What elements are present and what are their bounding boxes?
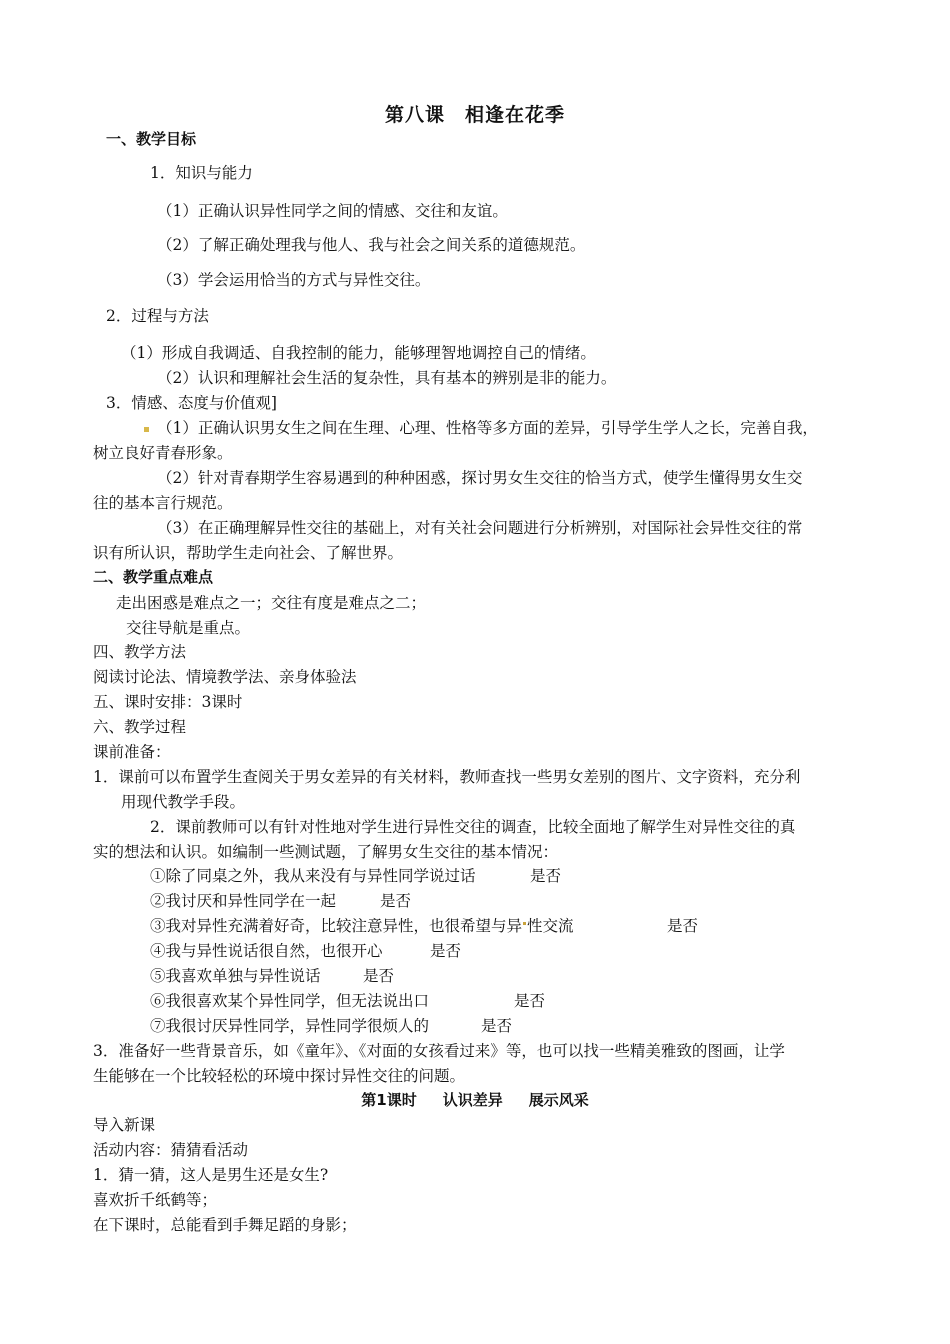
paragraph-line: 树立良好青春形象。 — [93, 444, 233, 462]
paragraph-line: （2）针对青春期学生容易遇到的种种困惑，探讨男女生交往的恰当方式，使学生懂得男女生交 — [157, 469, 803, 487]
subheading-knowledge: 1．知识与能力 — [150, 164, 253, 182]
section-heading-key-points: 二、教学重点难点 — [93, 568, 214, 586]
paragraph-line: 实的想法和认识。如编制一些测试题，了解男女生交往的基本情况： — [93, 843, 559, 861]
paragraph-line: （3）在正确理解异性交往的基础上，对有关社会问题进行分析辨别，对国际社会异性交往的常 — [157, 519, 803, 537]
survey-answer: 是否 — [481, 1017, 513, 1035]
list-item: （1）正确认识异性同学之间的情感、交往和友谊。 — [157, 202, 508, 220]
section-heading-methods: 四、教学方法 — [93, 643, 187, 661]
survey-item: ④我与异性说话很自然，也很开心 — [150, 942, 383, 960]
survey-answer: 是否 — [514, 992, 546, 1010]
paragraph-line: 3．准备好一些背景音乐，如《童年》、《对面的女孩看过来》等，也可以找一些精美雅致的图画，让学 — [93, 1042, 785, 1060]
paragraph-line: 课前准备： — [93, 743, 171, 761]
list-item: （1）形成自我调适、自我控制的能力，能够理智地调控自己的情绪。 — [121, 344, 596, 362]
paragraph-line: 阅读讨论法、情境教学法、亲身体验法 — [93, 668, 357, 686]
section-heading-process: 六、教学过程 — [93, 718, 187, 736]
survey-answer: 是否 — [667, 917, 699, 935]
survey-item: ⑦我很讨厌异性同学，异性同学很烦人的 — [150, 1017, 430, 1035]
survey-item: ③我对异性充满着好奇，比较注意异性，也很希望与异 性交流 — [150, 917, 574, 935]
paragraph-line: （1）正确认识男女生之间在生理、心理、性格等多方面的差异，引导学生学人之长，完善自我， — [144, 418, 818, 438]
lesson-heading: 第1课时 认识差异 展示风采 — [361, 1091, 589, 1109]
list-item: （2）认识和理解社会生活的复杂性，具有基本的辨别是非的能力。 — [157, 369, 617, 387]
survey-answer: 是否 — [380, 892, 412, 910]
subheading-process: 2．过程与方法 — [106, 307, 209, 325]
paragraph-line: 活动内容：猜猜看活动 — [93, 1141, 249, 1159]
paragraph-line: 用现代教学手段。 — [121, 793, 246, 811]
paragraph-line: 1．课前可以布置学生查阅关于男女差异的有关材料，教师查找一些男女差别的图片、文字资料，充分利 — [93, 768, 801, 786]
paragraph-line: 生能够在一个比较轻松的环境中探讨异性交往的问题。 — [93, 1067, 466, 1085]
paragraph-line: 在下课时，总能看到手舞足蹈的身影； — [93, 1216, 357, 1234]
paragraph-line: 喜欢折千纸鹤等； — [93, 1191, 218, 1209]
survey-item: ②我讨厌和异性同学在一起 — [150, 892, 337, 910]
title-lesson-number: 第八课 — [384, 104, 445, 126]
survey-item: ⑥我很喜欢某个异性同学，但无法说出口 — [150, 992, 430, 1010]
paragraph-line: 走出困惑是难点之一；交往有度是难点之二； — [116, 594, 427, 612]
margin-mark — [523, 922, 526, 925]
section-heading-schedule: 五、课时安排：3课时 — [93, 693, 243, 711]
title-lesson-name: 相逢在花季 — [465, 104, 566, 126]
survey-item: ①除了同桌之外，我从来没有与异性同学说过话 — [150, 867, 476, 885]
paragraph-line: 1．猜一猜，这人是男生还是女生? — [93, 1166, 329, 1184]
document-title — [0, 100, 950, 127]
paragraph-line: 往的基本言行规范。 — [93, 494, 233, 512]
survey-answer: 是否 — [363, 967, 395, 985]
survey-answer: 是否 — [530, 867, 562, 885]
paragraph-line: 交往导航是重点。 — [126, 619, 251, 637]
section-heading-goals: 一、教学目标 — [106, 130, 197, 148]
subheading-values: 3．情感、态度与价值观] — [106, 394, 277, 412]
list-item: （3）学会运用恰当的方式与异性交往。 — [157, 271, 431, 289]
survey-item: ⑤我喜欢单独与异性说话 — [150, 967, 321, 985]
margin-mark — [144, 427, 149, 432]
list-item: （2）了解正确处理我与他人、我与社会之间关系的道德规范。 — [157, 236, 586, 254]
survey-answer: 是否 — [430, 942, 462, 960]
paragraph-line: 识有所认识，帮助学生走向社会、了解世界。 — [93, 544, 404, 562]
paragraph-line: 2．课前教师可以有针对性地对学生进行异性交往的调查，比较全面地了解学生对异性交往的真 — [150, 818, 796, 836]
paragraph-line: 导入新课 — [93, 1116, 156, 1134]
